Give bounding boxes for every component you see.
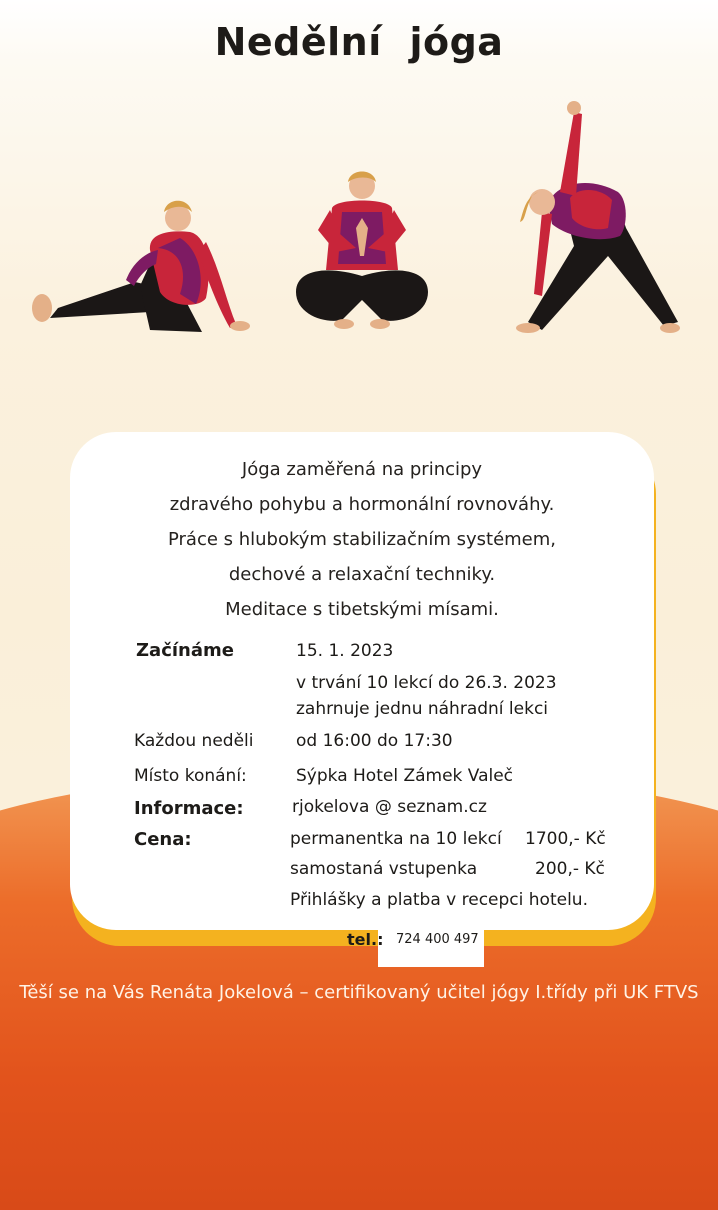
price-pass-label: permanentka na 10 lekcí [290,829,502,849]
price-pass-value: 1700,- Kč [525,829,606,849]
footer-signature: Těší se na Vás Renáta Jokelová – certifikovaný učitel jógy I.třídy při UK FTVS [19,982,699,1003]
yoga-figure-squat-namaste [290,168,435,338]
place-value: Sýpka Hotel Zámek Valeč [296,766,514,786]
intro-text [70,452,654,627]
price-single-label: samostaná vstupenka [290,859,478,879]
phone-number[interactable]: 724 400 497 [396,932,479,947]
yoga-figure-triangle-pose [508,96,688,336]
place-label: Místo konání: [134,766,247,786]
email-link[interactable]: rjokelova @ seznam.cz [292,797,487,817]
price-single-value: 200,- Kč [535,859,605,879]
registration-text: Přihlášky a platba v recepci hotelu. [290,890,588,910]
price-label: Cena: [134,829,192,850]
intro-line: dechové a relaxační techniky. [228,564,496,585]
time-range: od 16:00 do 17:30 [296,731,453,751]
makeup-lesson-text: zahrnuje jednu náhradní lekci [296,699,549,719]
intro-line: Meditace s tibetskými mísami. [225,599,499,620]
intro-line: Práce s hlubokým stabilizačním systémem, [167,529,557,550]
phone-label: tel.: [347,930,384,949]
info-label: Informace: [134,798,244,819]
intro-line: zdravého pohybu a hormonální rovnováhy. [169,494,555,515]
intro-line: Jóga zaměřená na principy [241,459,483,480]
start-label: Začínáme [136,640,234,661]
day-label: Každou neděli [134,731,254,751]
duration-text: v trvání 10 lekcí do 26.3. 2023 [296,673,557,693]
yoga-figure-seated-twist [30,190,255,340]
start-date: 15. 1. 2023 [296,641,394,661]
page-title: Nedělní jóga [214,20,504,64]
